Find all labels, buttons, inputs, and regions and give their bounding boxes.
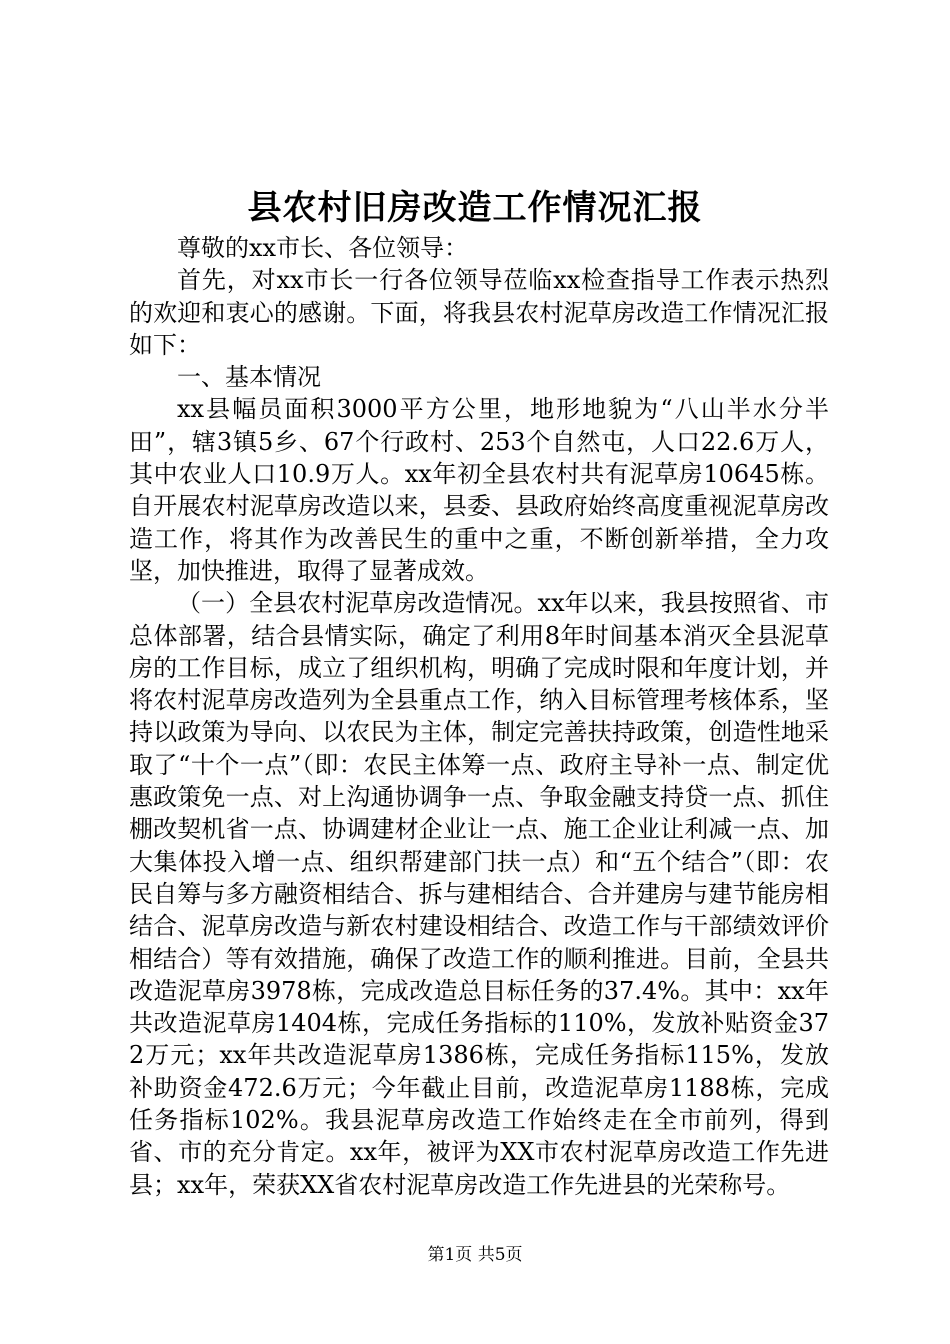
paragraph-intro: 首先，对xx市长一行各位领导莅临xx检查指导工作表示热烈的欢迎和衷心的感谢。下面，将我县农村泥草房改造工作情况汇报如下： bbox=[129, 266, 829, 359]
document-title: 县农村旧房改造工作情况汇报 bbox=[247, 188, 703, 228]
section-heading: 一、基本情况 bbox=[177, 363, 321, 392]
page-footer: 第1页 共5页 bbox=[427, 1245, 523, 1265]
paragraph-renovation: （一）全县农村泥草房改造情况。xx年以来，我县按照省、市总体部署，结合县情实际，确定了利用8年时间基本消灭全县泥草房的工作目标，成立了组织机构，明确了完成时限和年度计划，并将农村泥草房改造列为全县重点工作，纳入目标管理考核体系，坚持以政策为导向、以农民为主体，制定完善扶持政策，创造性地采取了“十个一点”（即：农民主体筹一点、政府主导补一点、制定优惠政策免一点、对上沟通协调争一点、争取金融支持贷一点、抓住棚改契机省一点、协调建材企业让一点、施工企业让利减一点、加大集体投入增一点、组织帮建部门扶一点）和“五个结合”（即：农民自筹与多方融资相结合、拆与建相结合、合并建房与建节能房相结合、泥草房改造与新农村建设相结合、改造工作与干部绩效评价相结合）等有效措施，确保了改造工作的顺利推进。目前，全县共改造泥草房3978栋，完成改造总目标任务的37.4%。其中：xx年共改造泥草房1404栋，完成任务指标的110%，发放补贴资金372万元；xx年共改造泥草房1386栋，完成任务指标115%，发放补助资金472.6万元；今年截止目前，改造泥草房1188栋，完成任务指标102%。我县泥草房改造工作始终走在全市前列，得到省、市的充分肯定。xx年，被评为XX市农村泥草房改造工作先进县；xx年，荣获XX省农村泥草房改造工作先进县的光荣称号。 bbox=[129, 589, 829, 1199]
salutation: 尊敬的xx市长、各位领导： bbox=[177, 234, 469, 262]
paragraph-overview: xx县幅员面积3000平方公里，地形地貌为“八山半水分半田”，辖3镇5乡、67个行政村、253个自然屯，人口22.6万人，其中农业人口10.9万人。xx年初全县农村共有泥草房10645栋。自开展农村泥草房改造以来，县委、县政府始终高度重视泥草房改造工作，将其作为改善民生的重中之重，不断创新举措，全力攻坚，加快推进，取得了显著成效。 bbox=[129, 395, 829, 585]
document-body bbox=[129, 232, 829, 1201]
